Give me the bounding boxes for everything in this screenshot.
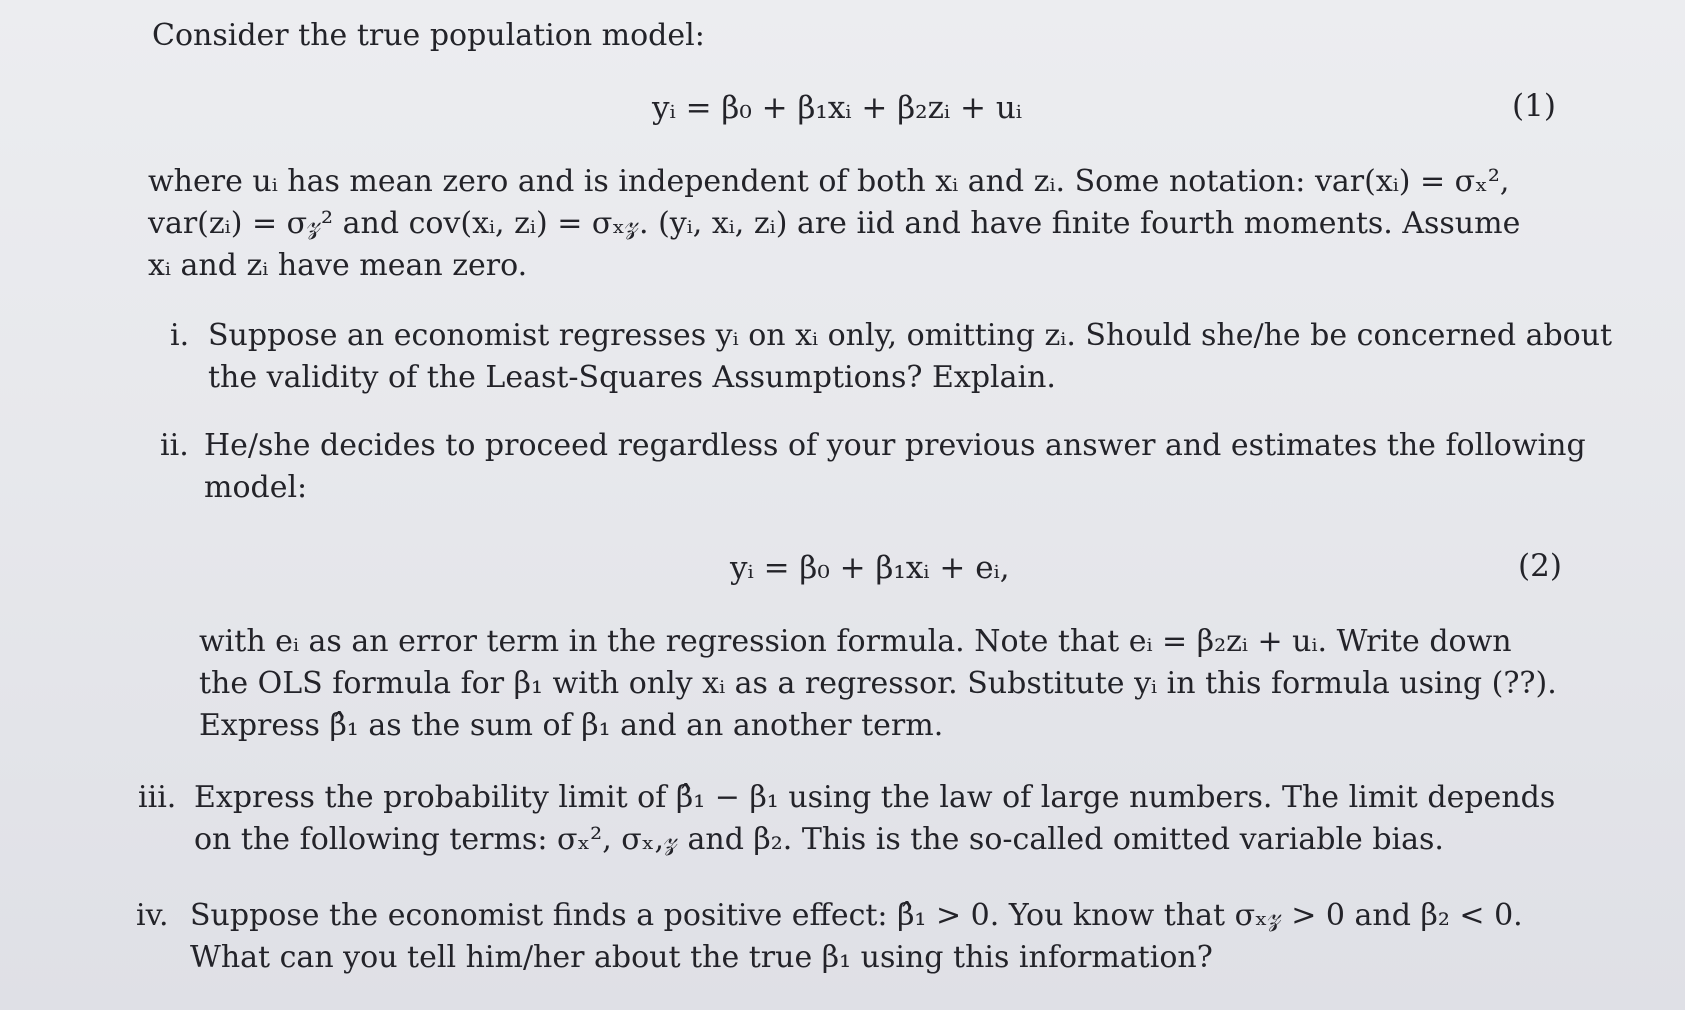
equation-2-number: (2)	[1518, 548, 1562, 584]
intro-para-line-3: xᵢ and zᵢ have mean zero.	[148, 248, 528, 283]
question-ii-after-line-1: with eᵢ as an error term in the regression formula. Note that eᵢ = β₂zᵢ + uᵢ. Write down	[199, 624, 1512, 659]
question-ii-line-2: model:	[204, 470, 308, 505]
question-i-line-1: Suppose an economist regresses yᵢ on xᵢ only, omitting zᵢ. Should she/he be concerned about	[208, 318, 1613, 353]
equation-1-number: (1)	[1512, 88, 1556, 124]
intro-para-line-1: where uᵢ has mean zero and is independent of both xᵢ and zᵢ. Some notation: var(xᵢ) = σₓ²,	[148, 164, 1510, 199]
question-iv-line-2: What can you tell him/her about the true β₁ using this information?	[190, 940, 1213, 975]
question-ii-marker: ii.	[160, 428, 189, 463]
question-iv-marker: iv.	[136, 898, 169, 933]
intro-para-line-2: var(zᵢ) = σ𝓏² and cov(xᵢ, zᵢ) = σₓ𝓏. (yᵢ, xᵢ, zᵢ) are iid and have finite fourth moments. Assume	[148, 206, 1521, 241]
question-iii-line-2: on the following terms: σₓ², σₓ,𝓏 and β₂. This is the so-called omitted variable bias.	[194, 822, 1444, 857]
question-ii-line-1: He/she decides to proceed regardless of your previous answer and estimates the following	[204, 428, 1586, 463]
question-ii-after-line-2: the OLS formula for β₁ with only xᵢ as a regressor. Substitute yᵢ in this formula using (??).	[199, 666, 1557, 701]
equation-2: yᵢ = β₀ + β₁xᵢ + eᵢ,	[730, 550, 1010, 586]
question-i-line-2: the validity of the Least-Squares Assumptions? Explain.	[208, 360, 1056, 395]
question-iii-line-1: Express the probability limit of β̂₁ − β₁ using the law of large numbers. The limit depends	[194, 780, 1556, 815]
equation-1: yᵢ = β₀ + β₁xᵢ + β₂zᵢ + uᵢ	[652, 90, 1023, 126]
question-ii-after-line-3: Express β̂₁ as the sum of β₁ and an another term.	[199, 708, 944, 743]
question-iv-line-1: Suppose the economist finds a positive effect: β̂₁ > 0. You know that σₓ𝓏 > 0 and β₂ < 0.	[190, 898, 1523, 933]
question-iii-marker: iii.	[138, 780, 177, 815]
question-i-marker: i.	[170, 318, 190, 353]
intro-heading: Consider the true population model:	[152, 18, 705, 53]
